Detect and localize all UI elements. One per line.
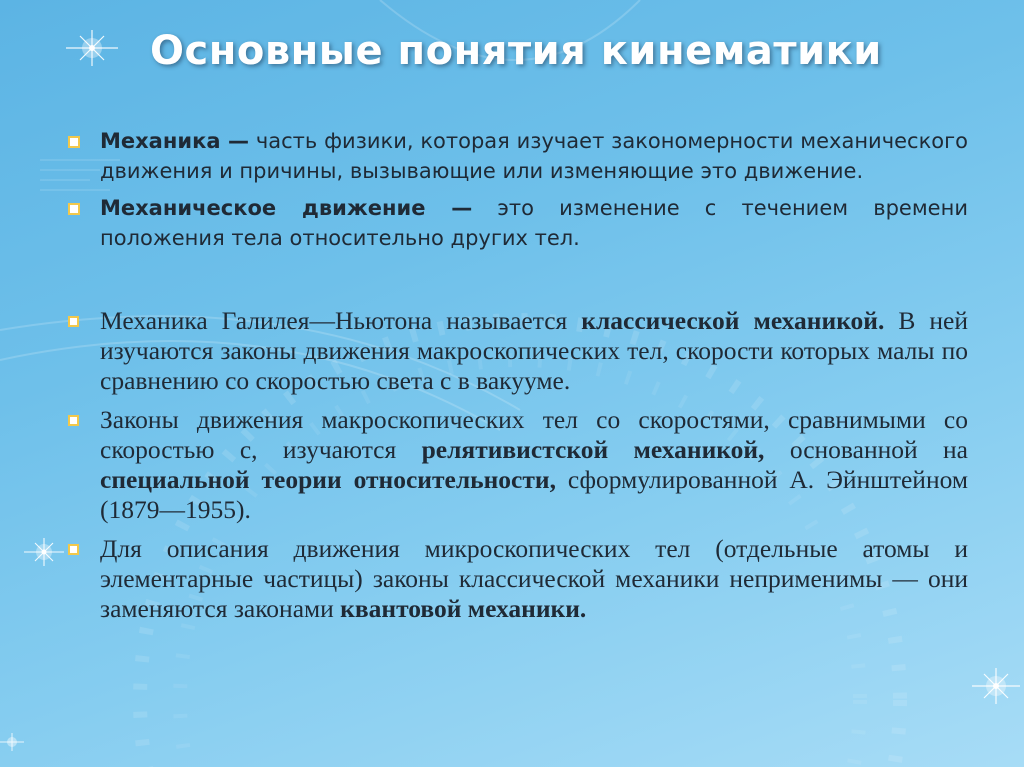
square-bullet-icon [68,415,79,426]
term-bold: классической механикой. [581,306,885,335]
term-bold: Механическое движение — [100,196,473,220]
sparkle-bottom-left-icon [0,733,24,751]
term-bold: специальной теории относительности, [100,465,556,494]
slide-title: Основные понятия кинематики [150,28,882,74]
term-bold: Механика — [100,129,249,153]
item-text: Механика Галилея—Ньютона называется [100,306,582,335]
list-item [64,306,968,396]
item-text: сформулированной А. Эйнштейном (1879—1955). [100,465,969,524]
item-text: Законы движения макроскопических тел со скоростями, сравнимыми со скоростью с, изучаются [100,405,968,464]
list-item [64,405,968,525]
sparkle-bottom-right-icon [972,668,1020,704]
list-item [64,126,968,186]
sparkle-top-left-icon [66,30,118,66]
item-text: часть физики, которая изучает закономерности механического движения и причины, вызывающие или изменяющие это движение. [100,129,968,183]
list-item [64,534,968,624]
item-text: В ней изучаются законы движения макроскопических тел, скорости которых малы по сравнению со скоростью света с в вакууме. [100,306,968,395]
square-bullet-icon [68,203,80,215]
item-text: основанной на [764,435,968,464]
definitions-list [64,126,968,260]
list-item [64,193,968,253]
sparkle-left-icon [24,538,64,566]
item-text: это изменение с течением времени положения тела относительно других тел. [100,196,968,250]
term-bold: квантовой механики. [340,594,587,623]
square-bullet-icon [68,544,79,555]
mechanics-types-list [64,306,968,633]
term-bold: релятивистской механикой, [421,435,765,464]
item-text: Для описания движения микроскопических тел (отдельные атомы и элементарные частицы) законы классической механики неприменимы — они заменяются законами [100,534,968,623]
square-bullet-icon [68,136,80,148]
square-bullet-icon [68,316,79,327]
